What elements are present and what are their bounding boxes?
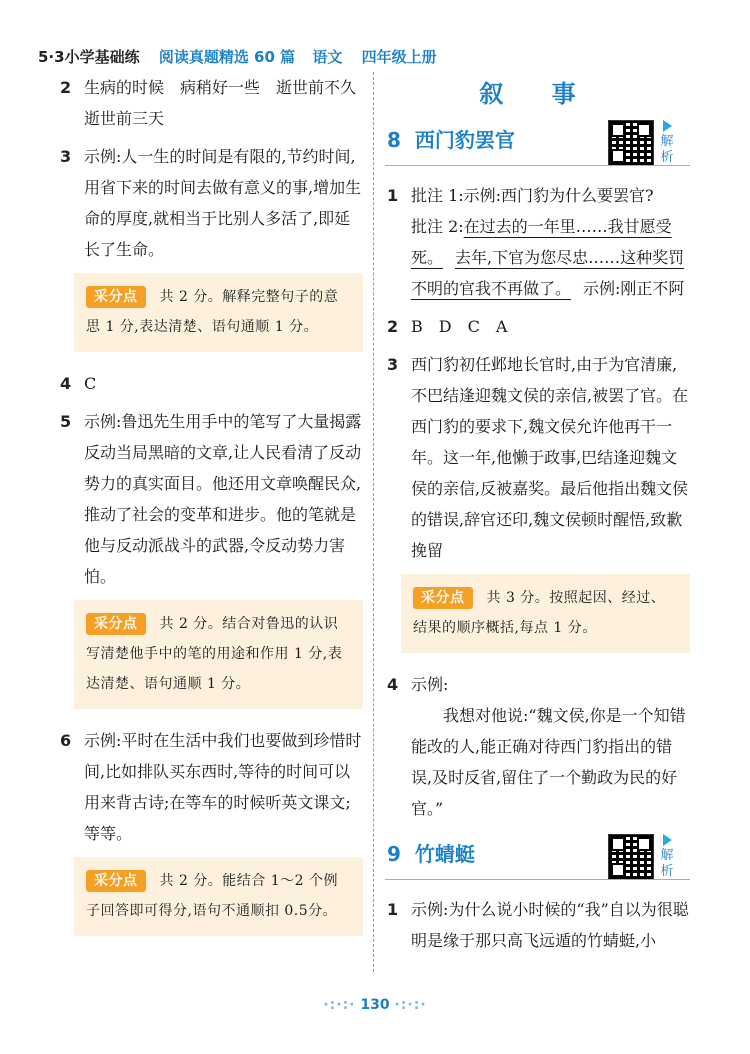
answer-label: 示例:: [411, 675, 449, 694]
analysis-link[interactable]: [658, 120, 676, 166]
answer-number: 5: [60, 412, 72, 431]
answer-5: [58, 406, 363, 592]
lesson-rule: [385, 879, 690, 880]
answer-number: 3: [60, 147, 72, 166]
answer-2: [58, 72, 373, 134]
lesson-number: 9: [387, 842, 401, 866]
answer-number: 1: [387, 900, 399, 919]
scoring-box: [401, 574, 690, 653]
page-footer: ·:·:· 130 ·:·:·: [323, 997, 427, 1013]
column-divider: [373, 72, 374, 972]
scoring-text: 共 2 分。解释完整句子的意思 1 分,表达清楚、语句通顺 1 分。: [86, 289, 339, 335]
answer-number: 3: [387, 355, 399, 374]
lesson-name: 竹蜻蜓: [414, 842, 475, 866]
answer-text: 生病的时候 病稍好一些 逝世前不久 逝世前三天: [84, 78, 373, 128]
series-name: 5·3小学基础练: [38, 48, 140, 66]
answer-text: 西门豹初任邺地长官时,由于为官清廉,不巴结逢迎魏文侯的亲信,被罢了官。在西门豹的要求下,魏文侯允许他再干一年。这一年,他懒于政事,巴结逢迎魏文侯的亲信,反被嘉奖。最后他指出魏文侯的错误,辞官还印,魏文侯顿时醒悟,致歉挽留: [411, 355, 689, 560]
scoring-tag: 采分点: [413, 587, 473, 609]
underlined-quote-2: 去年,下官为您尽忠……这种奖罚不明的官我不再做了。: [411, 248, 685, 298]
right-column: [385, 72, 690, 963]
answer-8-3: [385, 349, 690, 566]
answer-text: B D C A: [411, 317, 508, 336]
play-icon: [663, 834, 672, 846]
section-title: 叙 事: [479, 80, 596, 108]
scoring-tag: 采分点: [86, 286, 146, 308]
page-header: [38, 46, 437, 67]
lesson-8-header: [385, 120, 690, 172]
scoring-tag: 采分点: [86, 613, 146, 635]
answer-9-1: [385, 894, 690, 956]
annotation-2-prefix: 批注 2:: [411, 217, 464, 236]
scoring-box: [74, 600, 363, 709]
scoring-text: 共 3 分。按照起因、经过、结果的顺序概括,每点 1 分。: [413, 590, 666, 636]
book-title: 阅读真题精选 60 篇: [158, 48, 296, 66]
answer-number: 1: [387, 186, 399, 205]
analysis-link[interactable]: [658, 834, 676, 880]
answer-number: 2: [60, 78, 72, 97]
scoring-box: [74, 857, 363, 936]
answer-text: 示例:为什么说小时候的“我”自以为很聪明是缘于那只高飞远遁的竹蜻蜓,小: [411, 900, 689, 950]
answer-text: C: [84, 374, 97, 393]
analysis-label: 解析: [660, 848, 674, 879]
answer-text: 示例:鲁迅先生用手中的笔写了大量揭露反动当局黑暗的文章,让人民看清了反动势力的真实面目。他还用文章唤醒民众,推动了社会的变革和进步。他的笔就是他与反动派战斗的武器,令反动势力害怕。: [84, 412, 362, 586]
subject-label: 语文: [312, 48, 343, 66]
answer-number: 4: [60, 374, 72, 393]
answer-3: [58, 141, 363, 265]
annotation-1: 批注 1:示例:西门豹为什么要罢官?: [411, 186, 654, 205]
answer-text: 示例:平时在生活中我们也要做到珍惜时间,比如排队买东西时,等待的时间可以用来背古诗;在等车的时候听英文课文;等等。: [84, 731, 362, 843]
answer-text: 示例:人一生的时间是有限的,节约时间,用省下来的时间去做有意义的事,增加生命的厚度,就相当于比别人多活了,即延长了生命。: [84, 147, 362, 259]
scoring-box: [74, 273, 363, 352]
answer-number: 2: [387, 317, 399, 336]
qr-code-icon[interactable]: [608, 834, 654, 880]
answer-4: [58, 368, 363, 399]
answer-number: 4: [387, 675, 399, 694]
left-column: [58, 72, 373, 952]
page-number: 130: [360, 997, 390, 1013]
lesson-number: 8: [387, 128, 401, 152]
grade-label: 四年级上册: [361, 48, 437, 66]
scoring-text: 共 2 分。能结合 1～2 个例子回答即可得分,语句不通顺扣 0.5分。: [86, 873, 339, 919]
answer-8-4: [385, 669, 690, 824]
answer-number: 6: [60, 731, 72, 750]
scoring-text: 共 2 分。结合对鲁迅的认识写清楚他手中的笔的用途和作用 1 分,表达清楚、语句通顺 1 分。: [86, 616, 343, 692]
play-icon: [663, 120, 672, 132]
answer-text: 我想对他说:“魏文侯,你是一个知错能改的人,能正确对待西门豹指出的错误,及时反省,留住了一个勤政为民的好官。”: [411, 706, 686, 818]
answer-8-2: [385, 311, 690, 342]
annotation-2: [411, 211, 690, 304]
answer-8-1: [385, 180, 690, 304]
lesson-9-header: [385, 834, 690, 886]
analysis-label: 解析: [660, 134, 674, 165]
lesson-name: 西门豹罢官: [414, 128, 515, 152]
lesson-rule: [385, 165, 690, 166]
answer-6: [58, 725, 363, 849]
scoring-tag: 采分点: [86, 870, 146, 892]
annotation-2-suffix: 示例:刚正不阿: [583, 279, 685, 298]
qr-code-icon[interactable]: [608, 120, 654, 166]
underlined-quote-1: 在过去的一年里……我甘愿受死。: [411, 217, 672, 267]
